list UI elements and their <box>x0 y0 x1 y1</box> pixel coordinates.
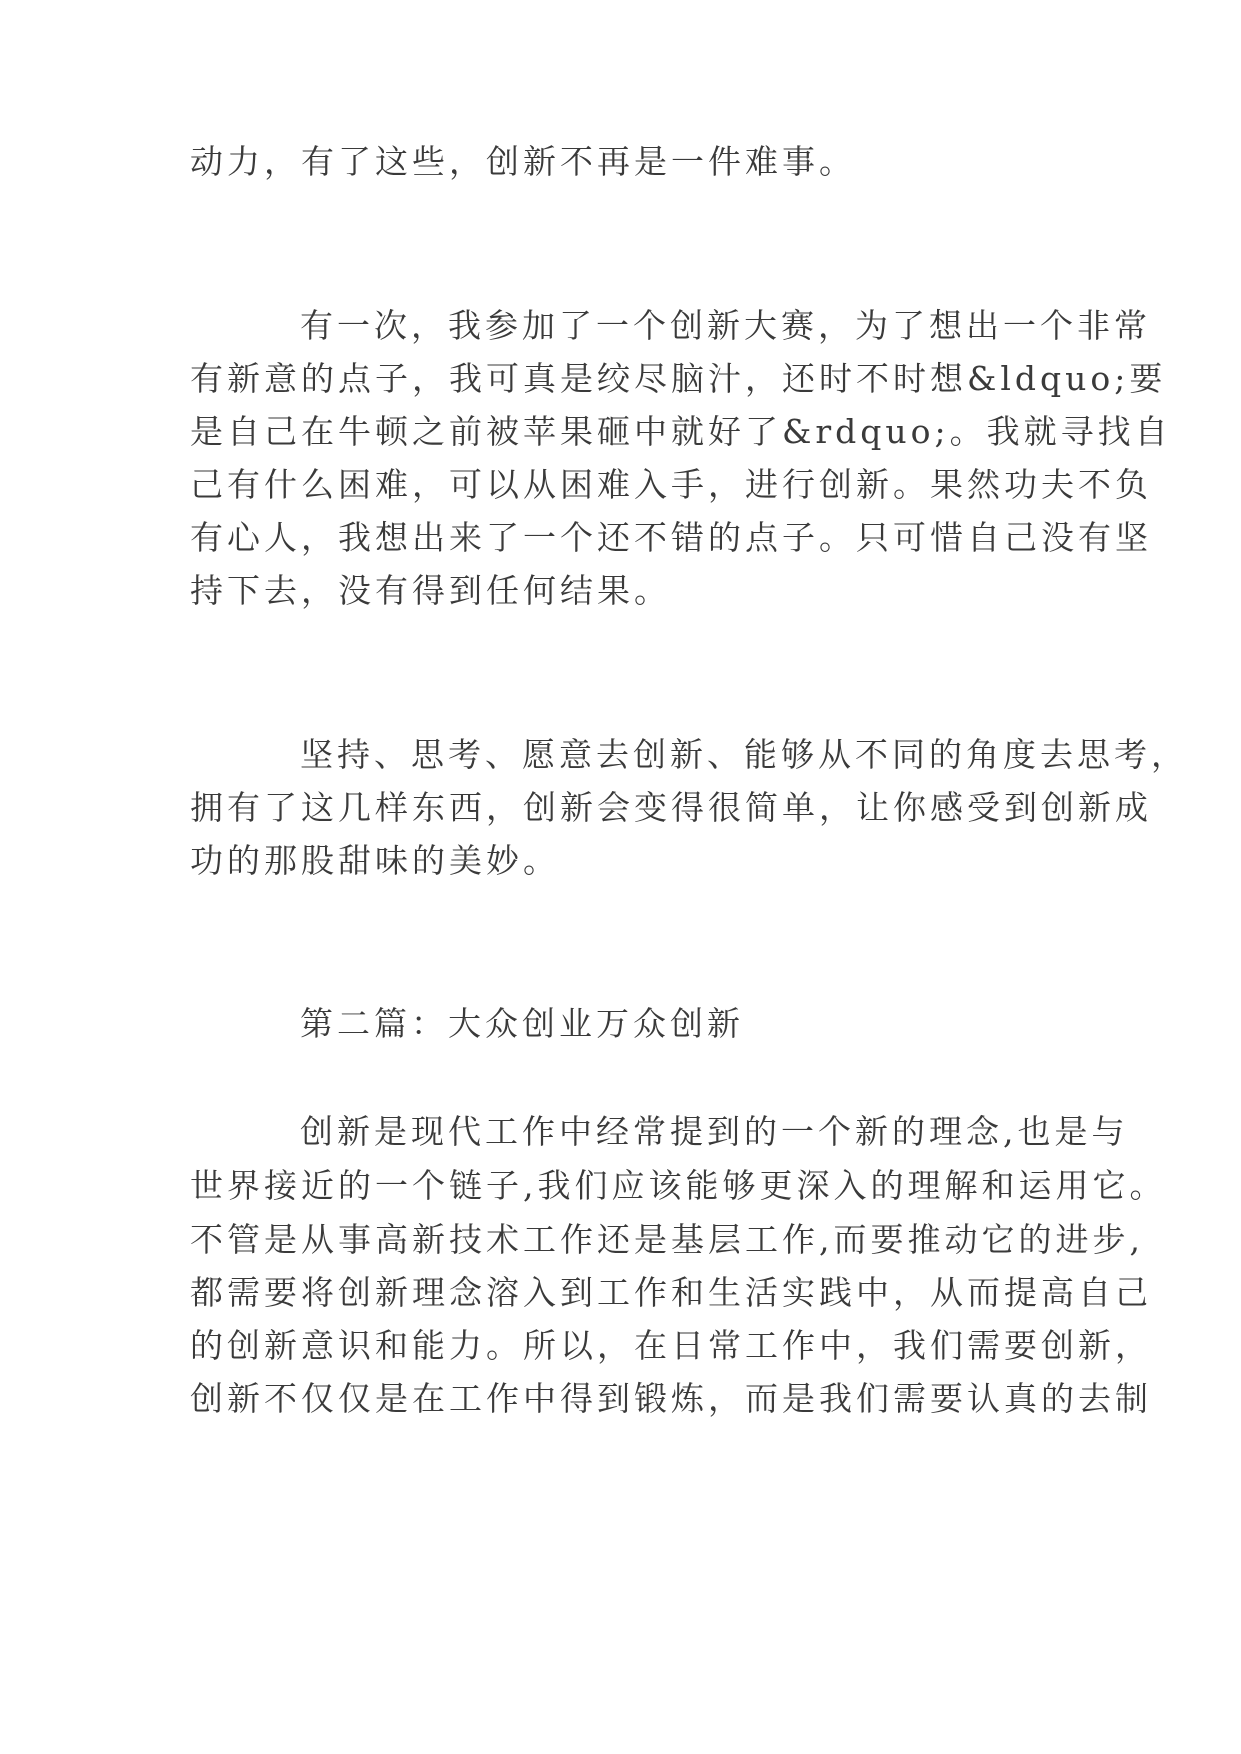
paragraph-line: 世界接近的一个链子,我们应该能够更深入的理解和运用它。 <box>190 1166 1167 1205</box>
paragraph-line: 创新是现代工作中经常提到的一个新的理念,也是与 <box>300 1112 1129 1151</box>
paragraph-line: 是自己在牛顿之前被苹果砸中就好了&rdquo;。我就寻找自 <box>190 412 1172 451</box>
paragraph-line: 有一次，我参加了一个创新大赛，为了想出一个非常 <box>300 306 1151 345</box>
paragraph-line: 功的那股甜味的美妙。 <box>190 841 560 880</box>
section-heading: 第二篇：大众创业万众创新 <box>300 1004 744 1043</box>
paragraph-line: 创新不仅仅是在工作中得到锻炼，而是我们需要认真的去制 <box>190 1379 1152 1418</box>
paragraph-line: 都需要将创新理念溶入到工作和生活实践中，从而提高自己 <box>190 1273 1152 1312</box>
paragraph-line: 的创新意识和能力。所以，在日常工作中，我们需要创新， <box>190 1326 1152 1365</box>
paragraph-line: 有心人，我想出来了一个还不错的点子。只可惜自己没有坚 <box>190 518 1152 557</box>
paragraph-line: 己有什么困难，可以从困难入手，进行创新。果然功夫不负 <box>190 465 1152 504</box>
paragraph-line: 拥有了这几样东西，创新会变得很简单，让你感受到创新成 <box>190 788 1152 827</box>
paragraph-line: 有新意的点子，我可真是绞尽脑汁，还时不时想&ldquo;要 <box>190 359 1167 398</box>
paragraph-line: 持下去，没有得到任何结果。 <box>190 571 671 610</box>
paragraph-line: 不管是从事高新技术工作还是基层工作,而要推动它的进步, <box>190 1220 1144 1259</box>
paragraph-line: 动力，有了这些，创新不再是一件难事。 <box>190 142 856 181</box>
paragraph-line: 坚持、思考、愿意去创新、能够从不同的角度去思考， <box>300 735 1188 774</box>
